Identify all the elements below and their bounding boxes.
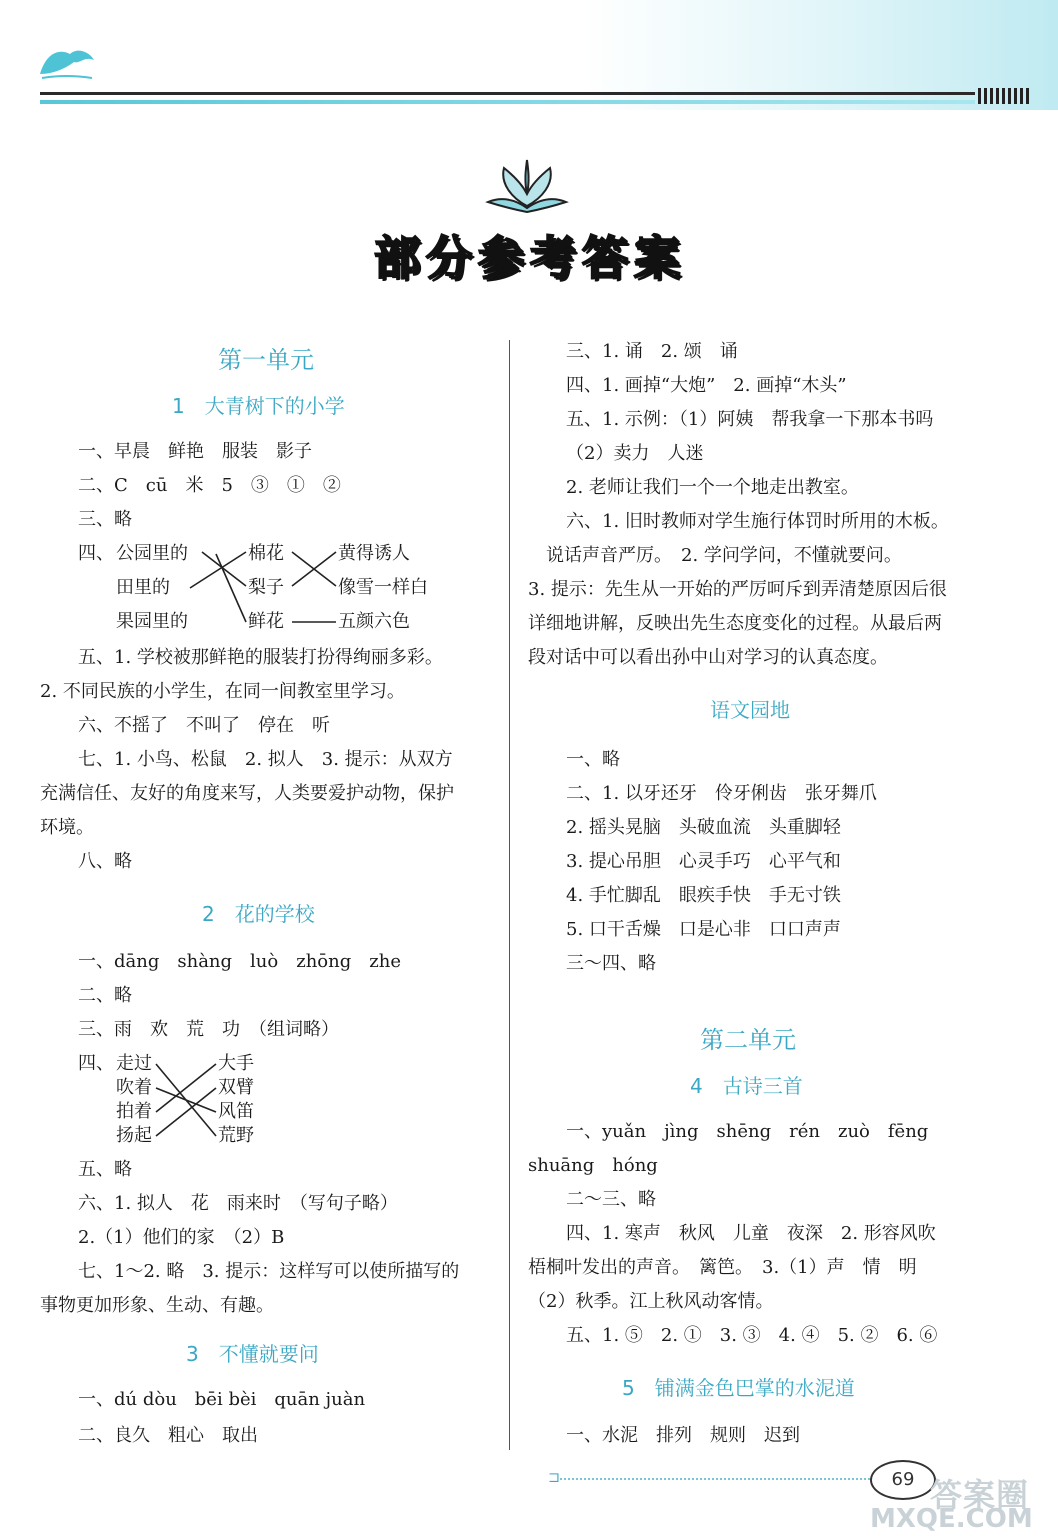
answer-line: 一、dāng shàng luò zhōng zhe [78,951,401,972]
match-mid: 棉花 [248,543,284,564]
answer-line: 二～三、略 [566,1189,656,1210]
answer-line: 四、1. 画掉“大炮” 2. 画掉“木头” [566,375,847,396]
answer-line: shuāng hóng [528,1155,658,1176]
match-right: 大手 [218,1053,254,1074]
lesson-title: 5 铺满金色巴掌的水泥道 [622,1376,855,1400]
header-ticks [978,88,1034,104]
match-label: 四、 [78,543,114,564]
match-left: 果园里的 [116,611,188,632]
match-mid: 梨子 [248,577,284,598]
page-title: 部分参考答案 [374,231,686,285]
match-left: 田里的 [116,577,170,598]
footer-dots [560,1478,870,1480]
match-right: 像雪一样白 [338,577,428,598]
answer-line: 4. 手忙脚乱 眼疾手快 手无寸铁 [566,885,841,906]
column-divider [509,340,510,1450]
answer-line: 二、C cū 米 5 ③ ① ② [78,475,341,496]
answer-line: 三～四、略 [566,953,656,974]
answer-line: 一、dú dòu bēi bèi quān juàn [78,1389,366,1410]
answer-line: 七、1. 小鸟、松鼠 2. 拟人 3. 提示：从双方 [78,749,453,770]
lesson-title: 2 花的学校 [202,902,315,926]
match-left: 扬起 [116,1125,152,1146]
answer-line: 二、良久 粗心 取出 [78,1425,258,1446]
answer-line: 一、水泥 排列 规则 迟到 [566,1425,800,1446]
answer-line: 一、早晨 鲜艳 服装 影子 [78,441,312,462]
unit-heading: 第二单元 [700,1026,796,1054]
answer-line: 3. 提示：先生从一开始的严厉呵斥到弄清楚原因后很 [528,579,947,600]
answer-line: 四、1. 寒声 秋风 儿童 夜深 2. 形容风吹 [566,1223,936,1244]
match-right: 风笛 [218,1101,254,1122]
answer-line: 一、略 [566,749,620,770]
lesson-title: 4 古诗三首 [690,1074,803,1098]
answer-line: 详细地讲解，反映出先生态度变化的过程。从最后两 [528,613,942,634]
answer-line: 2. 老师让我们一个一个地走出教室。 [566,477,859,498]
unit-heading: 第一单元 [218,346,314,374]
match-right: 黄得诱人 [338,543,410,564]
section-title: 语文园地 [710,698,790,722]
header-rule [40,92,975,95]
watermark-url: MXQE.COM [870,1504,1033,1534]
match-label: 四、 [78,1053,114,1074]
answer-line: 五、略 [78,1159,132,1180]
page-number: 69 [870,1460,936,1500]
match-right: 荒野 [218,1125,254,1146]
match-mid: 鲜花 [248,611,284,632]
footer-bracket-icon: ⊐ [548,1470,560,1486]
lesson-title: 1 大青树下的小学 [172,394,345,418]
answer-line: （2）秋季。江上秋风动客情。 [528,1291,774,1312]
answer-line: 五、1. ⑤ 2. ① 3. ③ 4. ④ 5. ② 6. ⑥ [566,1325,938,1346]
answer-line: 五、1. 示例：（1）阿姨 帮我拿一下那本书吗 [566,409,934,430]
watermark: 答案圈 [930,1476,1030,1514]
match-right: 五颜六色 [338,611,410,632]
answer-line: 六、1. 拟人 花 雨来时 （写句子略） [78,1193,398,1214]
answer-line: 八、略 [78,851,132,872]
answer-line: 七、1～2. 略 3. 提示：这样写可以使所描写的 [78,1261,460,1282]
answer-line: 说话声音严厉。 2. 学问学问，不懂就要问。 [546,545,902,566]
answer-line: 2. 不同民族的小学生，在同一间教室里学习。 [40,681,405,702]
answer-line: 环境。 [40,817,94,838]
wave-icon [36,44,98,84]
answer-line: 2. 摇头晃脑 头破血流 头重脚轻 [566,817,841,838]
answer-line: 5. 口干舌燥 口是心非 口口声声 [566,919,841,940]
match-left: 走过 [116,1053,152,1074]
answer-line: 一、yuǎn jìng shēng rén zuò fēng [566,1121,929,1142]
answer-line: 3. 提心吊胆 心灵手巧 心平气和 [566,851,841,872]
header-accent-rule [40,100,975,104]
answer-line: 充满信任、友好的角度来写，人类要爱护动物，保护 [40,783,454,804]
match-left: 吹着 [116,1077,152,1098]
answer-line: 二、略 [78,985,132,1006]
answer-line: 三、1. 诵 2. 颂 诵 [566,341,738,362]
answer-line: 事物更加形象、生动、有趣。 [40,1295,274,1316]
answer-line: 梧桐叶发出的声音。 篱笆。 3.（1）声 情 明 [528,1257,917,1278]
answer-line: 段对话中可以看出孙中山对学习的认真态度。 [528,647,888,668]
match-left: 拍着 [116,1101,152,1122]
answer-line: 五、1. 学校被那鲜艳的服装打扮得绚丽多彩。 [78,647,443,668]
answer-line: （2）卖力 人迷 [566,443,704,464]
match-left: 公园里的 [116,543,188,564]
match-lines [180,540,340,640]
lily-icon [482,158,572,214]
match-right: 双臂 [218,1077,254,1098]
lesson-title: 3 不懂就要问 [186,1342,319,1366]
answer-line: 六、不摇了 不叫了 停在 听 [78,715,330,736]
answer-line: 2.（1）他们的家 （2）B [78,1227,285,1248]
answer-line: 三、略 [78,509,132,530]
answer-line: 三、雨 欢 荒 功 （组词略） [78,1019,339,1040]
match-lines [154,1052,220,1152]
answer-line: 二、1. 以牙还牙 伶牙俐齿 张牙舞爪 [566,783,877,804]
answer-line: 六、1. 旧时教师对学生施行体罚时所用的木板。 [566,511,949,532]
